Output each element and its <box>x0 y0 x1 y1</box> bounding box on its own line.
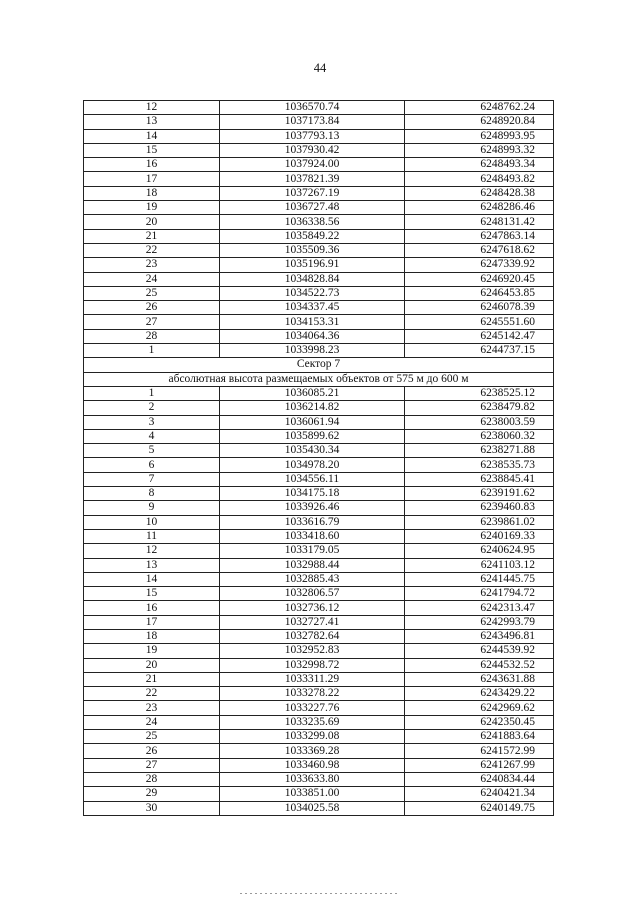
x-coordinate: 1035849.22 <box>220 229 405 243</box>
table-row <box>84 429 554 443</box>
sector-title-row <box>84 358 554 372</box>
y-coordinate: 6241883.64 <box>405 730 554 744</box>
y-coordinate: 6240421.34 <box>405 787 554 801</box>
y-coordinate: 6238845.41 <box>405 472 554 486</box>
y-coordinate: 6238003.59 <box>405 415 554 429</box>
table-row <box>84 801 554 815</box>
table-row <box>84 758 554 772</box>
sector-title: Сектор 7 <box>84 358 554 372</box>
y-coordinate: 6238525.12 <box>405 386 554 400</box>
table-row <box>84 644 554 658</box>
table-row <box>84 515 554 529</box>
x-coordinate: 1033851.00 <box>220 787 405 801</box>
point-number: 24 <box>84 715 220 729</box>
table-row <box>84 715 554 729</box>
y-coordinate: 6242969.62 <box>405 701 554 715</box>
point-number: 28 <box>84 329 220 343</box>
table-row <box>84 172 554 186</box>
x-coordinate: 1035430.34 <box>220 444 405 458</box>
table-row <box>84 272 554 286</box>
point-number: 25 <box>84 730 220 744</box>
x-coordinate: 1037924.00 <box>220 158 405 172</box>
table-row <box>84 329 554 343</box>
table-row <box>84 730 554 744</box>
x-coordinate: 1033179.05 <box>220 544 405 558</box>
y-coordinate: 6238060.32 <box>405 429 554 443</box>
x-coordinate: 1037793.13 <box>220 129 405 143</box>
table-row <box>84 115 554 129</box>
x-coordinate: 1035509.36 <box>220 243 405 257</box>
point-number: 21 <box>84 672 220 686</box>
point-number: 15 <box>84 587 220 601</box>
table-row <box>84 601 554 615</box>
x-coordinate: 1033278.22 <box>220 687 405 701</box>
x-coordinate: 1034828.84 <box>220 272 405 286</box>
point-number: 1 <box>84 344 220 358</box>
table-row <box>84 487 554 501</box>
y-coordinate: 6248428.38 <box>405 186 554 200</box>
point-number: 8 <box>84 487 220 501</box>
table-row <box>84 572 554 586</box>
sector-subtitle: абсолютная высота размещаемых объектов от 575 м до 600 м <box>84 372 554 386</box>
y-coordinate: 6240169.33 <box>405 529 554 543</box>
y-coordinate: 6246078.39 <box>405 301 554 315</box>
y-coordinate: 6241103.12 <box>405 558 554 572</box>
y-coordinate: 6244737.15 <box>405 344 554 358</box>
y-coordinate: 6239460.83 <box>405 501 554 515</box>
table-row <box>84 143 554 157</box>
x-coordinate: 1032952.83 <box>220 644 405 658</box>
point-number: 20 <box>84 215 220 229</box>
point-number: 3 <box>84 415 220 429</box>
y-coordinate: 6244532.52 <box>405 658 554 672</box>
page-number: 44 <box>313 61 327 75</box>
table-row <box>84 615 554 629</box>
point-number: 12 <box>84 544 220 558</box>
table-row <box>84 744 554 758</box>
x-coordinate: 1033299.08 <box>220 730 405 744</box>
y-coordinate: 6242350.45 <box>405 715 554 729</box>
table-row <box>84 344 554 358</box>
y-coordinate: 6248920.84 <box>405 115 554 129</box>
x-coordinate: 1033616.79 <box>220 515 405 529</box>
table-row <box>84 672 554 686</box>
x-coordinate: 1032988.44 <box>220 558 405 572</box>
point-number: 30 <box>84 801 220 815</box>
table-row <box>84 401 554 415</box>
y-coordinate: 6248762.24 <box>405 101 554 115</box>
y-coordinate: 6247863.14 <box>405 229 554 243</box>
x-coordinate: 1035899.62 <box>220 429 405 443</box>
x-coordinate: 1036061.94 <box>220 415 405 429</box>
rows-after-sector <box>84 386 554 815</box>
x-coordinate: 1037267.19 <box>220 186 405 200</box>
x-coordinate: 1033998.23 <box>220 344 405 358</box>
x-coordinate: 1032727.41 <box>220 615 405 629</box>
point-number: 27 <box>84 315 220 329</box>
y-coordinate: 6242993.79 <box>405 615 554 629</box>
point-number: 14 <box>84 129 220 143</box>
point-number: 17 <box>84 172 220 186</box>
y-coordinate: 6247618.62 <box>405 243 554 257</box>
table-row <box>84 444 554 458</box>
x-coordinate: 1032782.64 <box>220 629 405 643</box>
point-number: 21 <box>84 229 220 243</box>
point-number: 23 <box>84 701 220 715</box>
y-coordinate: 6246453.85 <box>405 286 554 300</box>
x-coordinate: 1034025.58 <box>220 801 405 815</box>
y-coordinate: 6245551.60 <box>405 315 554 329</box>
x-coordinate: 1034175.18 <box>220 487 405 501</box>
table-row <box>84 458 554 472</box>
y-coordinate: 6246920.45 <box>405 272 554 286</box>
sector-header <box>84 358 554 387</box>
rows-before-sector <box>84 101 554 358</box>
x-coordinate: 1032885.43 <box>220 572 405 586</box>
x-coordinate: 1032736.12 <box>220 601 405 615</box>
x-coordinate: 1034556.11 <box>220 472 405 486</box>
point-number: 4 <box>84 429 220 443</box>
point-number: 16 <box>84 601 220 615</box>
table-row <box>84 201 554 215</box>
y-coordinate: 6247339.92 <box>405 258 554 272</box>
x-coordinate: 1035196.91 <box>220 258 405 272</box>
x-coordinate: 1037821.39 <box>220 172 405 186</box>
x-coordinate: 1034522.73 <box>220 286 405 300</box>
y-coordinate: 6238535.73 <box>405 458 554 472</box>
x-coordinate: 1033311.29 <box>220 672 405 686</box>
table-row <box>84 558 554 572</box>
y-coordinate: 6244539.92 <box>405 644 554 658</box>
point-number: 24 <box>84 272 220 286</box>
point-number: 17 <box>84 615 220 629</box>
x-coordinate: 1034064.36 <box>220 329 405 343</box>
x-coordinate: 1036570.74 <box>220 101 405 115</box>
y-coordinate: 6241794.72 <box>405 587 554 601</box>
x-coordinate: 1033418.60 <box>220 529 405 543</box>
table-row <box>84 129 554 143</box>
y-coordinate: 6241267.99 <box>405 758 554 772</box>
point-number: 6 <box>84 458 220 472</box>
table-row <box>84 501 554 515</box>
x-coordinate: 1034337.45 <box>220 301 405 315</box>
point-number: 25 <box>84 286 220 300</box>
x-coordinate: 1032806.57 <box>220 587 405 601</box>
y-coordinate: 6241445.75 <box>405 572 554 586</box>
y-coordinate: 6245142.47 <box>405 329 554 343</box>
y-coordinate: 6240149.75 <box>405 801 554 815</box>
x-coordinate: 1037930.42 <box>220 143 405 157</box>
point-number: 15 <box>84 143 220 157</box>
table-row <box>84 687 554 701</box>
x-coordinate: 1033926.46 <box>220 501 405 515</box>
point-number: 26 <box>84 301 220 315</box>
x-coordinate: 1033227.76 <box>220 701 405 715</box>
point-number: 22 <box>84 243 220 257</box>
table-row <box>84 315 554 329</box>
point-number: 11 <box>84 529 220 543</box>
y-coordinate: 6241572.99 <box>405 744 554 758</box>
point-number: 20 <box>84 658 220 672</box>
point-number: 7 <box>84 472 220 486</box>
table-row <box>84 186 554 200</box>
table-row <box>84 629 554 643</box>
point-number: 16 <box>84 158 220 172</box>
point-number: 2 <box>84 401 220 415</box>
y-coordinate: 6248493.82 <box>405 172 554 186</box>
point-number: 1 <box>84 386 220 400</box>
y-coordinate: 6239861.02 <box>405 515 554 529</box>
table-row <box>84 101 554 115</box>
table-row <box>84 215 554 229</box>
y-coordinate: 6248993.95 <box>405 129 554 143</box>
y-coordinate: 6238479.82 <box>405 401 554 415</box>
point-number: 19 <box>84 644 220 658</box>
table-row <box>84 258 554 272</box>
x-coordinate: 1036085.21 <box>220 386 405 400</box>
y-coordinate: 6243496.81 <box>405 629 554 643</box>
table-row <box>84 529 554 543</box>
table-row <box>84 158 554 172</box>
y-coordinate: 6242313.47 <box>405 601 554 615</box>
point-number: 10 <box>84 515 220 529</box>
x-coordinate: 1034978.20 <box>220 458 405 472</box>
x-coordinate: 1036214.82 <box>220 401 405 415</box>
point-number: 19 <box>84 201 220 215</box>
y-coordinate: 6239191.62 <box>405 487 554 501</box>
point-number: 18 <box>84 629 220 643</box>
table-row <box>84 701 554 715</box>
point-number: 13 <box>84 558 220 572</box>
y-coordinate: 6248286.46 <box>405 201 554 215</box>
point-number: 27 <box>84 758 220 772</box>
table-row <box>84 286 554 300</box>
x-coordinate: 1032998.72 <box>220 658 405 672</box>
y-coordinate: 6238271.88 <box>405 444 554 458</box>
x-coordinate: 1033460.98 <box>220 758 405 772</box>
table-row <box>84 415 554 429</box>
point-number: 9 <box>84 501 220 515</box>
x-coordinate: 1033235.69 <box>220 715 405 729</box>
point-number: 23 <box>84 258 220 272</box>
sector-subtitle-row <box>84 372 554 386</box>
x-coordinate: 1036338.56 <box>220 215 405 229</box>
table-row <box>84 472 554 486</box>
y-coordinate: 6248493.34 <box>405 158 554 172</box>
y-coordinate: 6240834.44 <box>405 772 554 786</box>
point-number: 22 <box>84 687 220 701</box>
point-number: 12 <box>84 101 220 115</box>
y-coordinate: 6248131.42 <box>405 215 554 229</box>
scan-artifact-line <box>240 893 400 894</box>
table-row <box>84 787 554 801</box>
x-coordinate: 1037173.84 <box>220 115 405 129</box>
table-row <box>84 544 554 558</box>
y-coordinate: 6240624.95 <box>405 544 554 558</box>
x-coordinate: 1033633.80 <box>220 772 405 786</box>
table-row <box>84 658 554 672</box>
x-coordinate: 1036727.48 <box>220 201 405 215</box>
point-number: 18 <box>84 186 220 200</box>
table-row <box>84 301 554 315</box>
coordinates-table <box>83 100 554 816</box>
x-coordinate: 1033369.28 <box>220 744 405 758</box>
point-number: 13 <box>84 115 220 129</box>
y-coordinate: 6248993.32 <box>405 143 554 157</box>
table-row <box>84 772 554 786</box>
point-number: 5 <box>84 444 220 458</box>
x-coordinate: 1034153.31 <box>220 315 405 329</box>
point-number: 29 <box>84 787 220 801</box>
y-coordinate: 6243631.88 <box>405 672 554 686</box>
table-row <box>84 243 554 257</box>
point-number: 14 <box>84 572 220 586</box>
table-row <box>84 386 554 400</box>
y-coordinate: 6243429.22 <box>405 687 554 701</box>
point-number: 28 <box>84 772 220 786</box>
table-row <box>84 229 554 243</box>
point-number: 26 <box>84 744 220 758</box>
table-row <box>84 587 554 601</box>
